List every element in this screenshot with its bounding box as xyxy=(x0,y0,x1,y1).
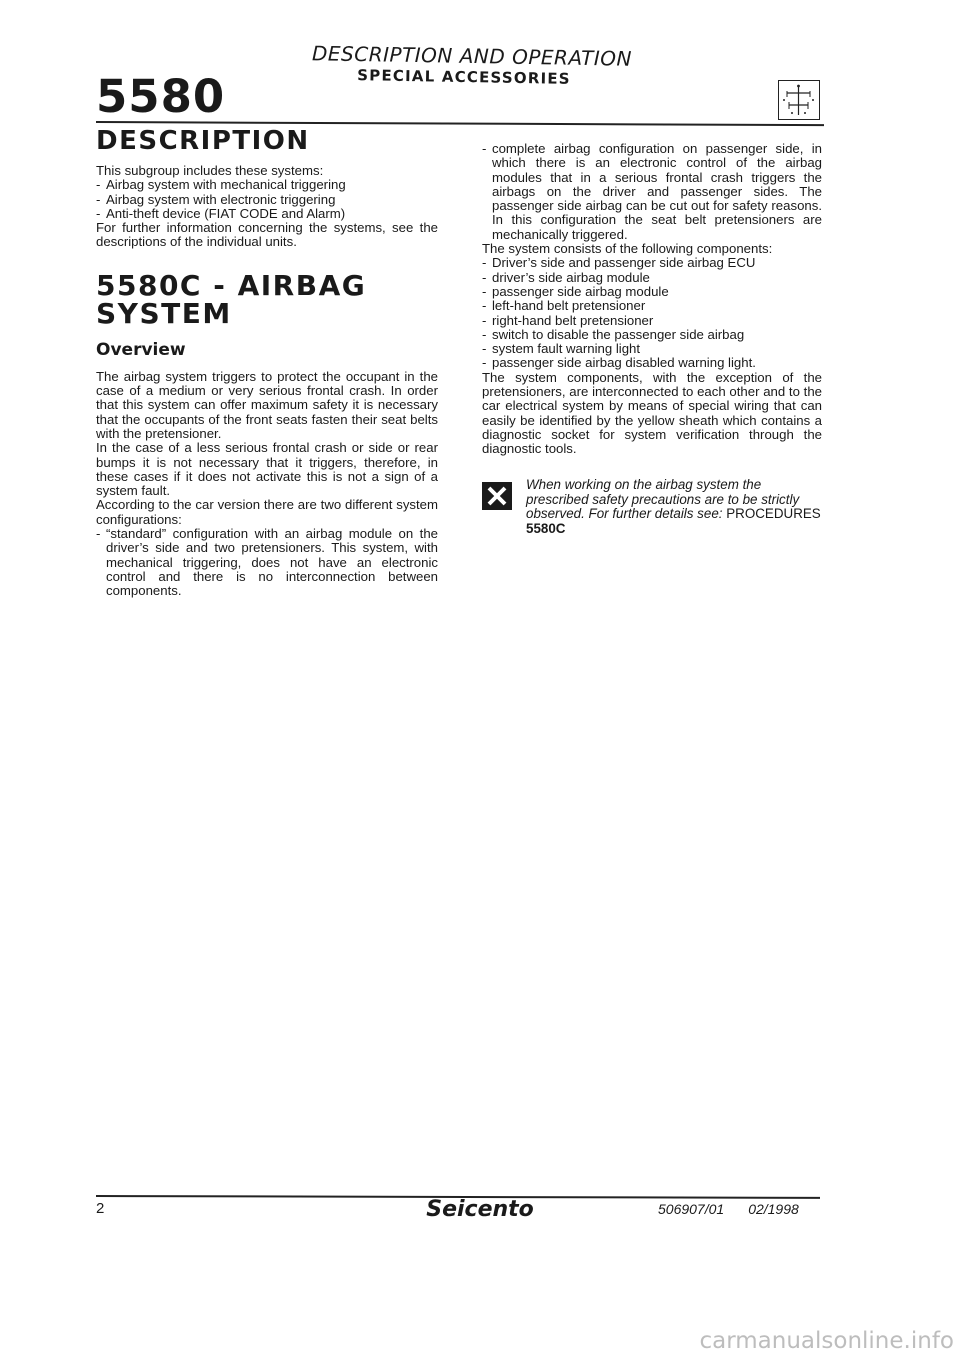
list-item: - switch to disable the passenger side airbag xyxy=(482,326,745,342)
list-item: - system fault warning light xyxy=(482,341,641,357)
list-item: - Airbag system with electronic triggering xyxy=(96,191,336,207)
group-code: 5580 xyxy=(96,70,226,123)
description-heading: DESCRIPTION xyxy=(96,126,310,156)
heading-line: SYSTEM xyxy=(96,296,232,330)
safety-note xyxy=(482,478,822,536)
airbag-section-heading xyxy=(96,268,438,330)
note-text xyxy=(526,478,822,536)
section-title: DESCRIPTION AND OPERATION xyxy=(311,41,633,71)
left-column xyxy=(96,128,438,599)
list-item: - passenger side airbag module xyxy=(482,283,669,299)
components-intro: The system consists of the following components: xyxy=(482,241,773,257)
overview-paragraph: In the case of a less serious frontal crash or side or rear bumps it is not necessary that it triggers, therefore, in these cases if it does not activate this is not a sign of a system fault. xyxy=(96,440,438,499)
list-item: - passenger side airbag disabled warning light. xyxy=(482,355,756,371)
intro-text: This subgroup includes these systems: xyxy=(96,163,324,178)
overview-paragraph: According to the car version there are two different system configurations: xyxy=(96,497,438,527)
list-item: - driver’s side airbag module xyxy=(482,269,650,285)
wiring-paragraph: The system components, with the exception of the pretensioners, are interconnected to each other and to the car electrical system by means of special wiring that can easily be identified by the yellow sheath which contains a diagnostic socket for system verification through the diagnostic tools. xyxy=(482,369,822,457)
note-body: When working on the airbag system the prescribed safety precautions are to be strictly observed. For further details see: xyxy=(526,477,800,522)
list-item: - right-hand belt pretensioner xyxy=(482,312,654,328)
doc-number: 506907/01 xyxy=(658,1201,725,1217)
watermark: carmanualsonline.info xyxy=(699,1328,954,1354)
section-subtitle: SPECIAL ACCESSORIES xyxy=(357,66,571,88)
note-reference: PROCEDURES xyxy=(726,506,821,522)
list-item: - left-hand belt pretensioner xyxy=(482,298,646,314)
list-item: - Airbag system with mechanical triggering xyxy=(96,177,346,193)
list-item: - complete airbag configuration on passenger side, in which there is an electronic control of the airbag modules that in a serious frontal crash triggers the airbags on the driver and passenger sides. The passenger side airbag can be cut out for safety reasons. In this configuration the seat belt pretensioners are mechanically triggered. xyxy=(482,141,822,242)
note-code: 5580C xyxy=(526,520,566,536)
list-item: - Driver’s side and passenger side airbag ECU xyxy=(482,255,756,271)
right-column xyxy=(482,142,822,457)
car-systems-icon xyxy=(778,80,820,120)
list-item: - “standard” configuration with an airbag module on the driver’s side and two pretensioners. This system, with mechanical triggering, does not have an electronic control and there is no interconnection between components. xyxy=(96,526,438,599)
overview-paragraph: The airbag system triggers to protect the occupant in the case of a medium or very serious frontal crash. In order that this system can offer maximum safety it is necessary that the occupants of the front seats fasten their seat belts with the pretensioner. xyxy=(96,368,438,441)
list-item: - Anti-theft device (FIAT CODE and Alarm) xyxy=(96,205,346,221)
overview-heading: Overview xyxy=(96,339,186,360)
further-info-text: For further information concerning the systems, see the descriptions of the individual units. xyxy=(96,220,438,250)
heading-line: 5580C - AIRBAG xyxy=(96,268,367,302)
publication-date: 02/1998 xyxy=(748,1201,799,1217)
page-number: 2 xyxy=(96,1200,105,1217)
publication-info xyxy=(658,1201,799,1217)
brand-logo: Seicento xyxy=(426,1197,534,1222)
warning-x-icon xyxy=(482,482,512,510)
